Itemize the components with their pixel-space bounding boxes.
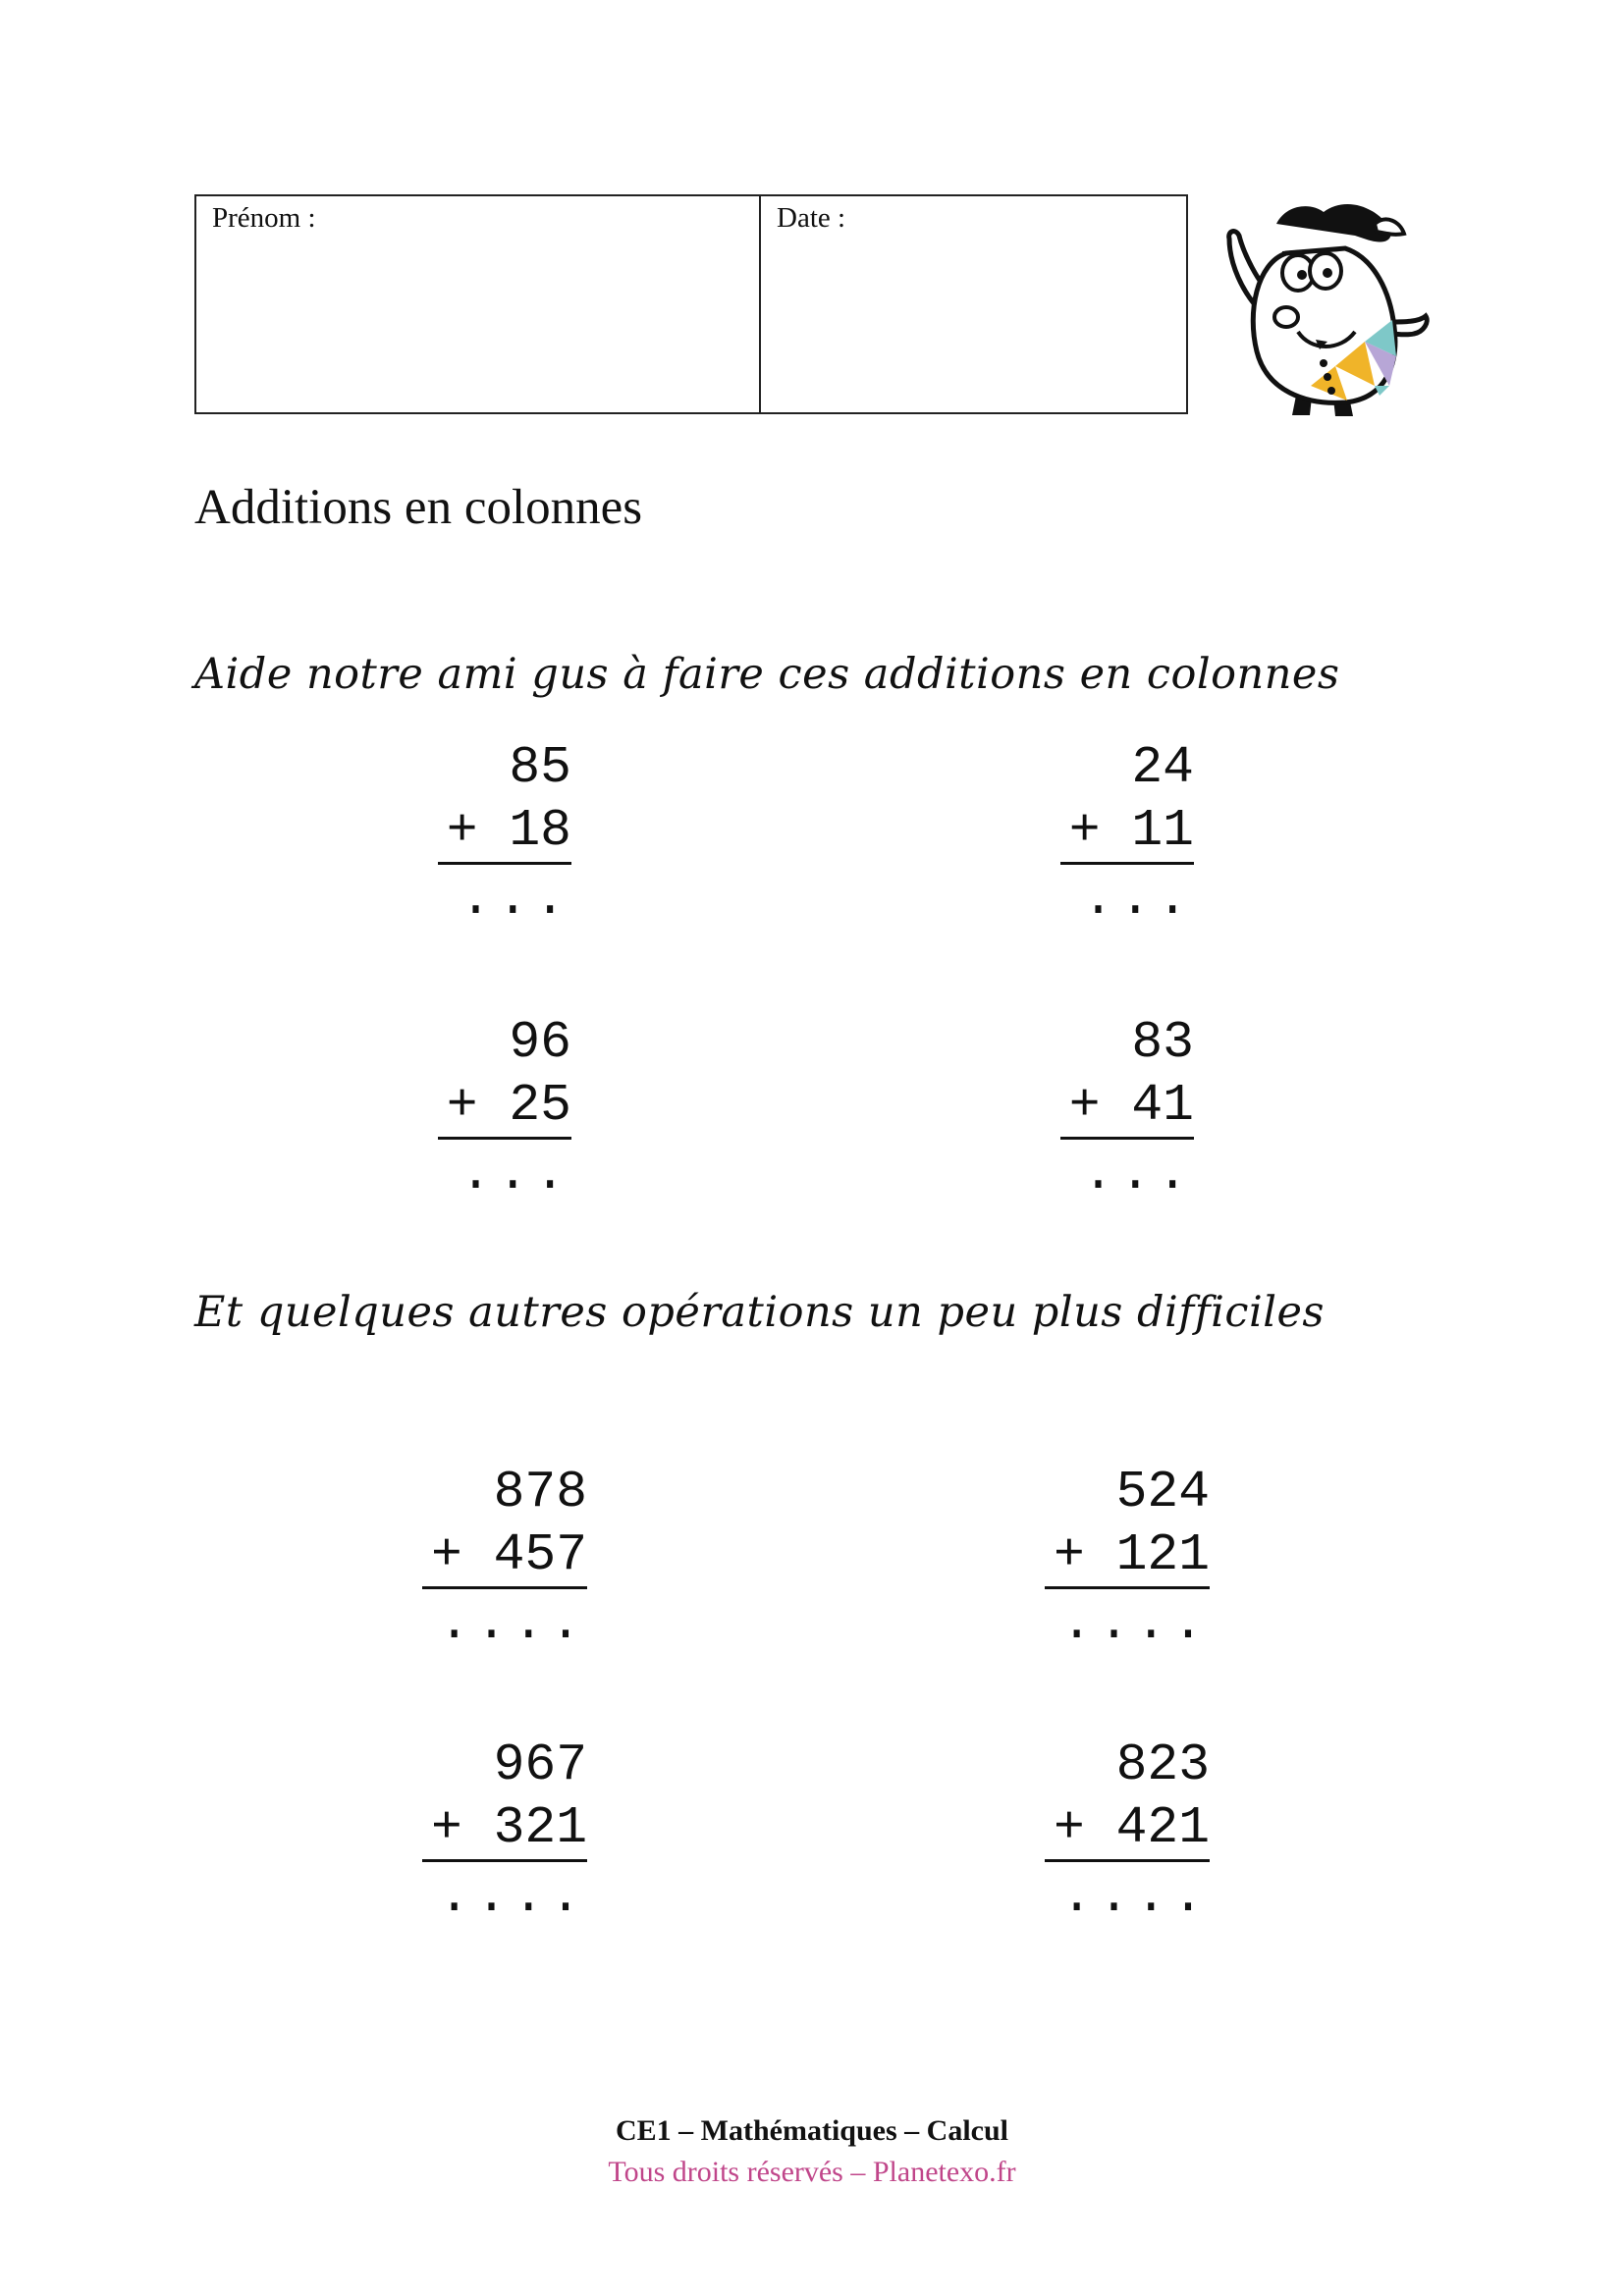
instruction-second: Et quelques autres opérations un peu plus difficiles	[194, 1288, 1325, 1337]
student-info-box	[194, 194, 1188, 414]
footer-copyright-link[interactable]: Tous droits réservés – Planetexo.fr	[608, 2156, 1016, 2188]
answer-field[interactable]: ...	[460, 1145, 571, 1203]
answer-field[interactable]: ....	[438, 1867, 587, 1926]
answer-field[interactable]: ....	[1060, 1594, 1210, 1653]
answer-field[interactable]: ...	[1082, 870, 1194, 929]
addend-top: 967	[493, 1735, 587, 1794]
sum-line	[1045, 1859, 1210, 1862]
addend-bottom: + 457	[430, 1525, 587, 1584]
date-label: Date :	[777, 202, 846, 234]
sum-line	[422, 1586, 587, 1589]
addend-top: 24	[1131, 738, 1194, 797]
sum-line	[1060, 862, 1194, 865]
addend-bottom: + 11	[1068, 801, 1194, 860]
addend-bottom: + 421	[1053, 1798, 1210, 1857]
prenom-label: Prénom :	[212, 202, 316, 234]
addend-bottom: + 18	[446, 801, 571, 860]
page-title: Additions en colonnes	[194, 480, 643, 535]
addend-bottom: + 121	[1053, 1525, 1210, 1584]
sum-line	[1045, 1586, 1210, 1589]
date-field[interactable]	[761, 196, 1186, 412]
sum-line	[1060, 1137, 1194, 1140]
addend-top: 524	[1115, 1463, 1210, 1522]
answer-field[interactable]: ...	[1082, 1145, 1194, 1203]
addend-top: 96	[509, 1013, 571, 1072]
addend-top: 878	[493, 1463, 587, 1522]
addition-4	[1060, 1011, 1194, 1206]
addend-top: 823	[1115, 1735, 1210, 1794]
addition-3	[438, 1011, 571, 1206]
sum-line	[438, 1137, 571, 1140]
addition-8	[1045, 1734, 1210, 1929]
addend-bottom: + 25	[446, 1076, 571, 1135]
addend-top: 83	[1131, 1013, 1194, 1072]
addition-2	[1060, 736, 1194, 932]
answer-field[interactable]: ....	[438, 1594, 587, 1653]
addend-top: 85	[509, 738, 571, 797]
gus-mascot-icon	[1218, 194, 1434, 420]
sum-line	[422, 1859, 587, 1862]
addend-bottom: + 321	[430, 1798, 587, 1857]
prenom-field[interactable]	[196, 196, 761, 412]
addition-7	[422, 1734, 587, 1929]
instruction-first: Aide notre ami gus à faire ces additions en colonnes	[194, 650, 1340, 699]
addition-1	[438, 736, 571, 932]
answer-field[interactable]: ....	[1060, 1867, 1210, 1926]
addend-bottom: + 41	[1068, 1076, 1194, 1135]
answer-field[interactable]: ...	[460, 870, 571, 929]
sum-line	[438, 862, 571, 865]
addition-6	[1045, 1461, 1210, 1656]
addition-5	[422, 1461, 587, 1656]
footer-subject: CE1 – Mathématiques – Calcul	[616, 2114, 1008, 2147]
